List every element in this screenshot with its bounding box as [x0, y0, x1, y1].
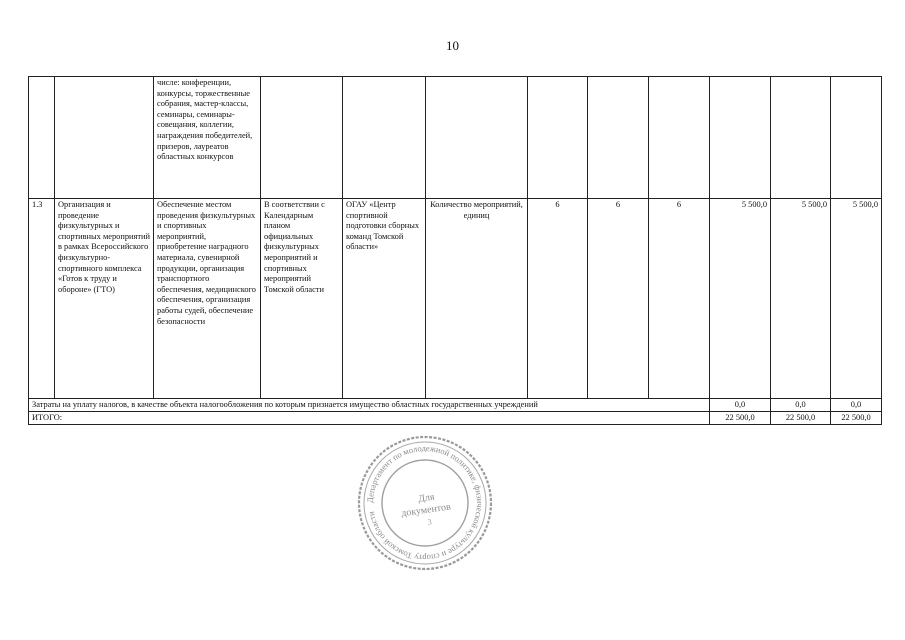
page-number: 10 — [446, 38, 459, 53]
total-amount-3: 22 500,0 — [831, 412, 882, 425]
cell-basis — [261, 77, 343, 199]
row-value-2: 6 — [588, 199, 649, 399]
row-value-1: 6 — [528, 199, 588, 399]
stamp-inner-text-1: Для — [417, 491, 436, 505]
total-label: ИТОГО: — [29, 412, 710, 425]
cell-amount — [831, 77, 882, 199]
cell-amount — [771, 77, 831, 199]
total-amount-1: 22 500,0 — [710, 412, 771, 425]
table-row-tax — [29, 399, 882, 412]
row-amount-1: 5 500,0 — [710, 199, 771, 399]
cell-value — [528, 77, 588, 199]
tax-amount-1: 0,0 — [710, 399, 771, 412]
table-row-total — [29, 412, 882, 425]
tax-amount-2: 0,0 — [771, 399, 831, 412]
program-table — [28, 76, 882, 425]
row-value-3: 6 — [649, 199, 710, 399]
tax-label: Затраты на уплату налогов, в качестве объекта налогообложения по которым признается имущество областных государственных учреждений — [29, 399, 710, 412]
tax-amount-3: 0,0 — [831, 399, 882, 412]
table-row-1-3 — [29, 199, 882, 399]
total-amount-2: 22 500,0 — [771, 412, 831, 425]
row-name: Организация и проведение физкультурных и спортивных мероприятий в рамках Всероссийского физкультурно-спортивного комплекса «Готов к труду и обороне» (ГТО) — [55, 199, 154, 399]
cell-indicator — [426, 77, 528, 199]
cell-executor — [343, 77, 426, 199]
row-indicator: Количество мероприятий, единиц — [426, 199, 528, 399]
row-basis: В соответствии с Календарным планом официальных физкультурных мероприятий и спортивных мероприятий Томской области — [261, 199, 343, 399]
row-amount-3: 5 500,0 — [831, 199, 882, 399]
table-row-continuation — [29, 77, 882, 199]
row-description: Обеспечение местом проведения физкультурных и спортивных мероприятий, приобретение наградного материала, сувенирной продукции, организация транспортного обеспечения, медицинского обеспечения, организация работы судей, обеспечение безопасности — [154, 199, 261, 399]
cell-name — [55, 77, 154, 199]
cell-amount — [710, 77, 771, 199]
cell-value — [649, 77, 710, 199]
stamp-outer-text: Департамент по молодежной политике, физической культуре и спорту Томской области — [364, 442, 486, 564]
cell-event-text: числе: конференции, конкурсы, торжественные собрания, мастер-классы, семинары, семинары-совещания, коллегии, награждения победителей, призеров, лауреатов областных конкурсов — [154, 77, 261, 199]
row-amount-2: 5 500,0 — [771, 199, 831, 399]
official-stamp — [355, 433, 495, 573]
stamp-inner-number: 3 — [427, 517, 433, 527]
row-executor: ОГАУ «Центр спортивной подготовки сборных команд Томской области» — [343, 199, 426, 399]
stamp-inner-text-2: документов — [400, 501, 452, 520]
cell-number — [29, 77, 55, 199]
cell-value — [588, 77, 649, 199]
row-number: 1.3 — [29, 199, 55, 399]
